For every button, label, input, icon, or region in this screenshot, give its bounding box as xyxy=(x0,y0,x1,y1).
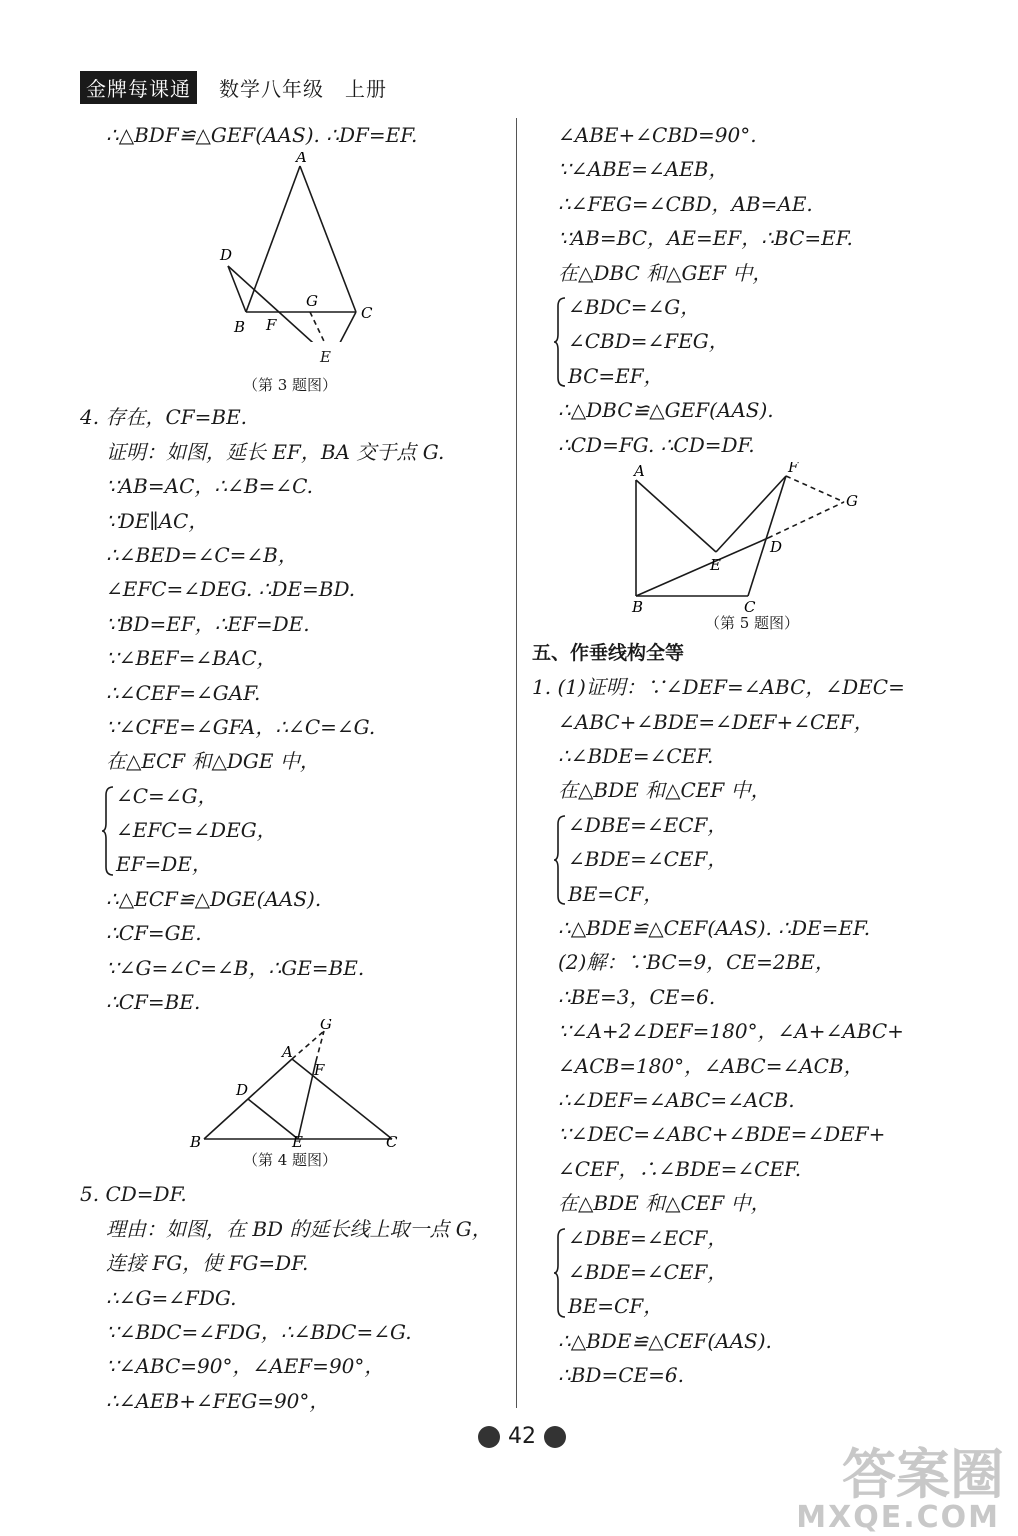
text-line: ∠ACB=180°，∠ABC=∠ACB， xyxy=(558,1053,864,1078)
figure-5-label: D xyxy=(770,537,783,556)
text-line: ∵∠G=∠C=∠B，∴GE=BE. xyxy=(106,955,365,980)
figure-5-label: C xyxy=(744,597,756,612)
right-column xyxy=(532,118,972,1393)
text-line: ∴∠CEF=∠GAF. xyxy=(106,680,261,705)
figure-3-label: C xyxy=(361,304,373,323)
figure-4-label: D xyxy=(236,1081,249,1100)
text-line: ∴∠BDE=∠CEF. xyxy=(558,744,714,769)
equation-system xyxy=(532,290,972,393)
text-line: 1. (1)证明：∵∠DEF=∠ABC，∠DEC= xyxy=(532,675,905,700)
text-line: 在△BDE 和△CEF 中， xyxy=(558,1191,771,1216)
left-column xyxy=(80,118,500,1418)
text-line: ∴∠AEB+∠FEG=90°， xyxy=(106,1388,330,1413)
text-line: 证明：如图，延长 EF，BA 交于点 G. xyxy=(106,439,445,464)
figure-5-label: F xyxy=(788,461,799,476)
system-line: ∠BDE=∠CEF， xyxy=(568,847,728,872)
text-line: ∵AB=AC，∴∠B=∠C. xyxy=(106,474,314,499)
text-line: ∵∠ABC=90°，∠AEF=90°， xyxy=(106,1354,385,1379)
figure-5-label: A xyxy=(634,461,645,480)
text-line: ∴∠FEG=∠CBD，AB=AE. xyxy=(558,191,813,216)
system-line: ∠DBE=∠ECF， xyxy=(568,1225,728,1250)
system-line: ∠EFC=∠DEG， xyxy=(116,818,277,843)
system-line: ∠C=∠G， xyxy=(116,783,218,808)
text-line: ∴△BDF≌△GEF(AAS). ∴DF=EF. xyxy=(106,123,418,147)
brace-icon xyxy=(102,785,114,877)
subject-label: 数学八年级 上册 xyxy=(219,76,387,101)
figure-4-label: C xyxy=(386,1133,398,1150)
watermark: 答案圈 xyxy=(842,1443,1004,1506)
text-line: ∵∠BDC=∠FDG，∴∠BDC=∠G. xyxy=(106,1319,412,1344)
figure-4-diagram xyxy=(80,1019,500,1149)
figure-5 xyxy=(532,462,972,612)
text-line: ∵∠ABE=∠AEB， xyxy=(558,157,729,182)
figure-3-label: F xyxy=(266,316,277,335)
text-line: ∠ABE+∠CBD=90°. xyxy=(558,123,757,147)
page-number-text: 42 xyxy=(508,1424,536,1449)
text-line: ∵DE∥AC， xyxy=(106,508,209,533)
figure-5-label: B xyxy=(632,597,644,612)
figure-4-label: B xyxy=(190,1133,202,1150)
figure-4-label: F xyxy=(314,1061,325,1080)
system-line: BC=EF， xyxy=(568,363,664,388)
text-line: ∠EFC=∠DEG. ∴DE=BD. xyxy=(106,577,356,602)
column-divider xyxy=(516,118,517,1408)
figure-5-label: G xyxy=(846,491,858,510)
figure-3 xyxy=(80,152,500,366)
figure-5-label: E xyxy=(710,555,721,574)
system-line: ∠BDE=∠CEF， xyxy=(568,1259,728,1284)
flower-icon xyxy=(544,1426,566,1448)
figure-3-label: D xyxy=(220,246,233,265)
figure-4 xyxy=(80,1019,500,1149)
text-line: ∴CF=GE. xyxy=(106,921,202,946)
system-line: ∠BDC=∠G， xyxy=(568,294,701,319)
figure-4-label: G xyxy=(320,1019,332,1034)
figure-3-label: A xyxy=(296,152,307,167)
figure-4-label: A xyxy=(282,1043,293,1062)
text-line: ∴BD=CE=6. xyxy=(558,1363,684,1388)
text-line: 在△DBC 和△GEF 中， xyxy=(558,260,773,285)
watermark-site: MXQE.COM xyxy=(796,1500,1000,1535)
brace-icon xyxy=(554,296,566,388)
figure-5-diagram xyxy=(532,462,972,612)
figure-3-label: G xyxy=(306,292,318,311)
text-line: ∴CD=FG. ∴CD=DF. xyxy=(558,432,755,457)
figure-4-caption: （第 4 题图） xyxy=(242,1151,338,1170)
text-line: 在△BDE 和△CEF 中， xyxy=(558,778,771,803)
text-line: ∵∠CFE=∠GFA，∴∠C=∠G. xyxy=(106,714,376,739)
figure-5-caption: （第 5 题图） xyxy=(704,613,800,632)
text-line: ∴∠DEF=∠ABC=∠ACB. xyxy=(558,1087,795,1112)
text-line: ∵BD=EF，∴EF=DE. xyxy=(106,611,310,636)
page-number xyxy=(478,1424,566,1449)
system-line: ∠CBD=∠FEG， xyxy=(568,329,729,354)
page-header xyxy=(80,72,387,102)
text-line: ∴∠BED=∠C=∠B， xyxy=(106,542,298,567)
figure-3-diagram xyxy=(80,152,500,342)
figure-3-label: E xyxy=(320,348,331,367)
text-line: 5. CD=DF. xyxy=(80,1182,187,1207)
text-line: ∵∠A+2∠DEF=180°，∠A+∠ABC+ xyxy=(558,1019,904,1044)
text-line: ∴△ECF≌△DGE(AAS). xyxy=(106,886,322,911)
text-line: ∵AB=BC，AE=EF，∴BC=EF. xyxy=(558,226,853,251)
text-line: ∴BE=3，CE=6. xyxy=(558,984,716,1009)
equation-system xyxy=(532,1221,972,1324)
text-line: ∴△DBC≌△GEF(AAS). xyxy=(558,398,774,423)
text-line: 理由：如图，在 BD 的延长线上取一点 G， xyxy=(106,1216,492,1241)
flower-icon xyxy=(478,1426,500,1448)
system-line: BE=CF， xyxy=(568,881,664,906)
text-line: ∴∠G=∠FDG. xyxy=(106,1285,237,1310)
text-line: 4. 存在，CF=BE. xyxy=(80,405,248,430)
text-line: 在△ECF 和△DGE 中， xyxy=(106,749,320,774)
figure-4-label: E xyxy=(292,1133,303,1150)
equation-system xyxy=(80,779,500,882)
system-line: EF=DE， xyxy=(116,852,212,877)
text-line: ∠ABC+∠BDE=∠DEF+∠CEF， xyxy=(558,709,874,734)
equation-system xyxy=(532,808,972,911)
text-line: ∴△BDE≌△CEF(AAS). ∴DE=EF. xyxy=(558,916,871,941)
text-line: 连接 FG，使 FG=DF. xyxy=(106,1251,309,1276)
brace-icon xyxy=(554,1227,566,1319)
section-heading: 五、作垂线构全等 xyxy=(532,641,685,664)
figure-3-label: B xyxy=(234,318,246,337)
system-line: BE=CF， xyxy=(568,1294,664,1319)
brace-icon xyxy=(554,814,566,906)
figure-3-caption: （第 3 题图） xyxy=(242,376,338,395)
text-line: ∵∠BEF=∠BAC， xyxy=(106,646,277,671)
brand-label: 金牌每课通 xyxy=(80,71,197,104)
text-line: ∠CEF，∴∠BDE=∠CEF. xyxy=(558,1156,802,1181)
system-line: ∠DBE=∠ECF， xyxy=(568,812,728,837)
text-line: ∴△BDE≌△CEF(AAS). xyxy=(558,1328,772,1353)
text-line: ∴CF=BE. xyxy=(106,990,201,1015)
text-line: (2)解：∵BC=9，CE=2BE， xyxy=(558,950,835,975)
text-line: ∵∠DEC=∠ABC+∠BDE=∠DEF+ xyxy=(558,1122,886,1147)
